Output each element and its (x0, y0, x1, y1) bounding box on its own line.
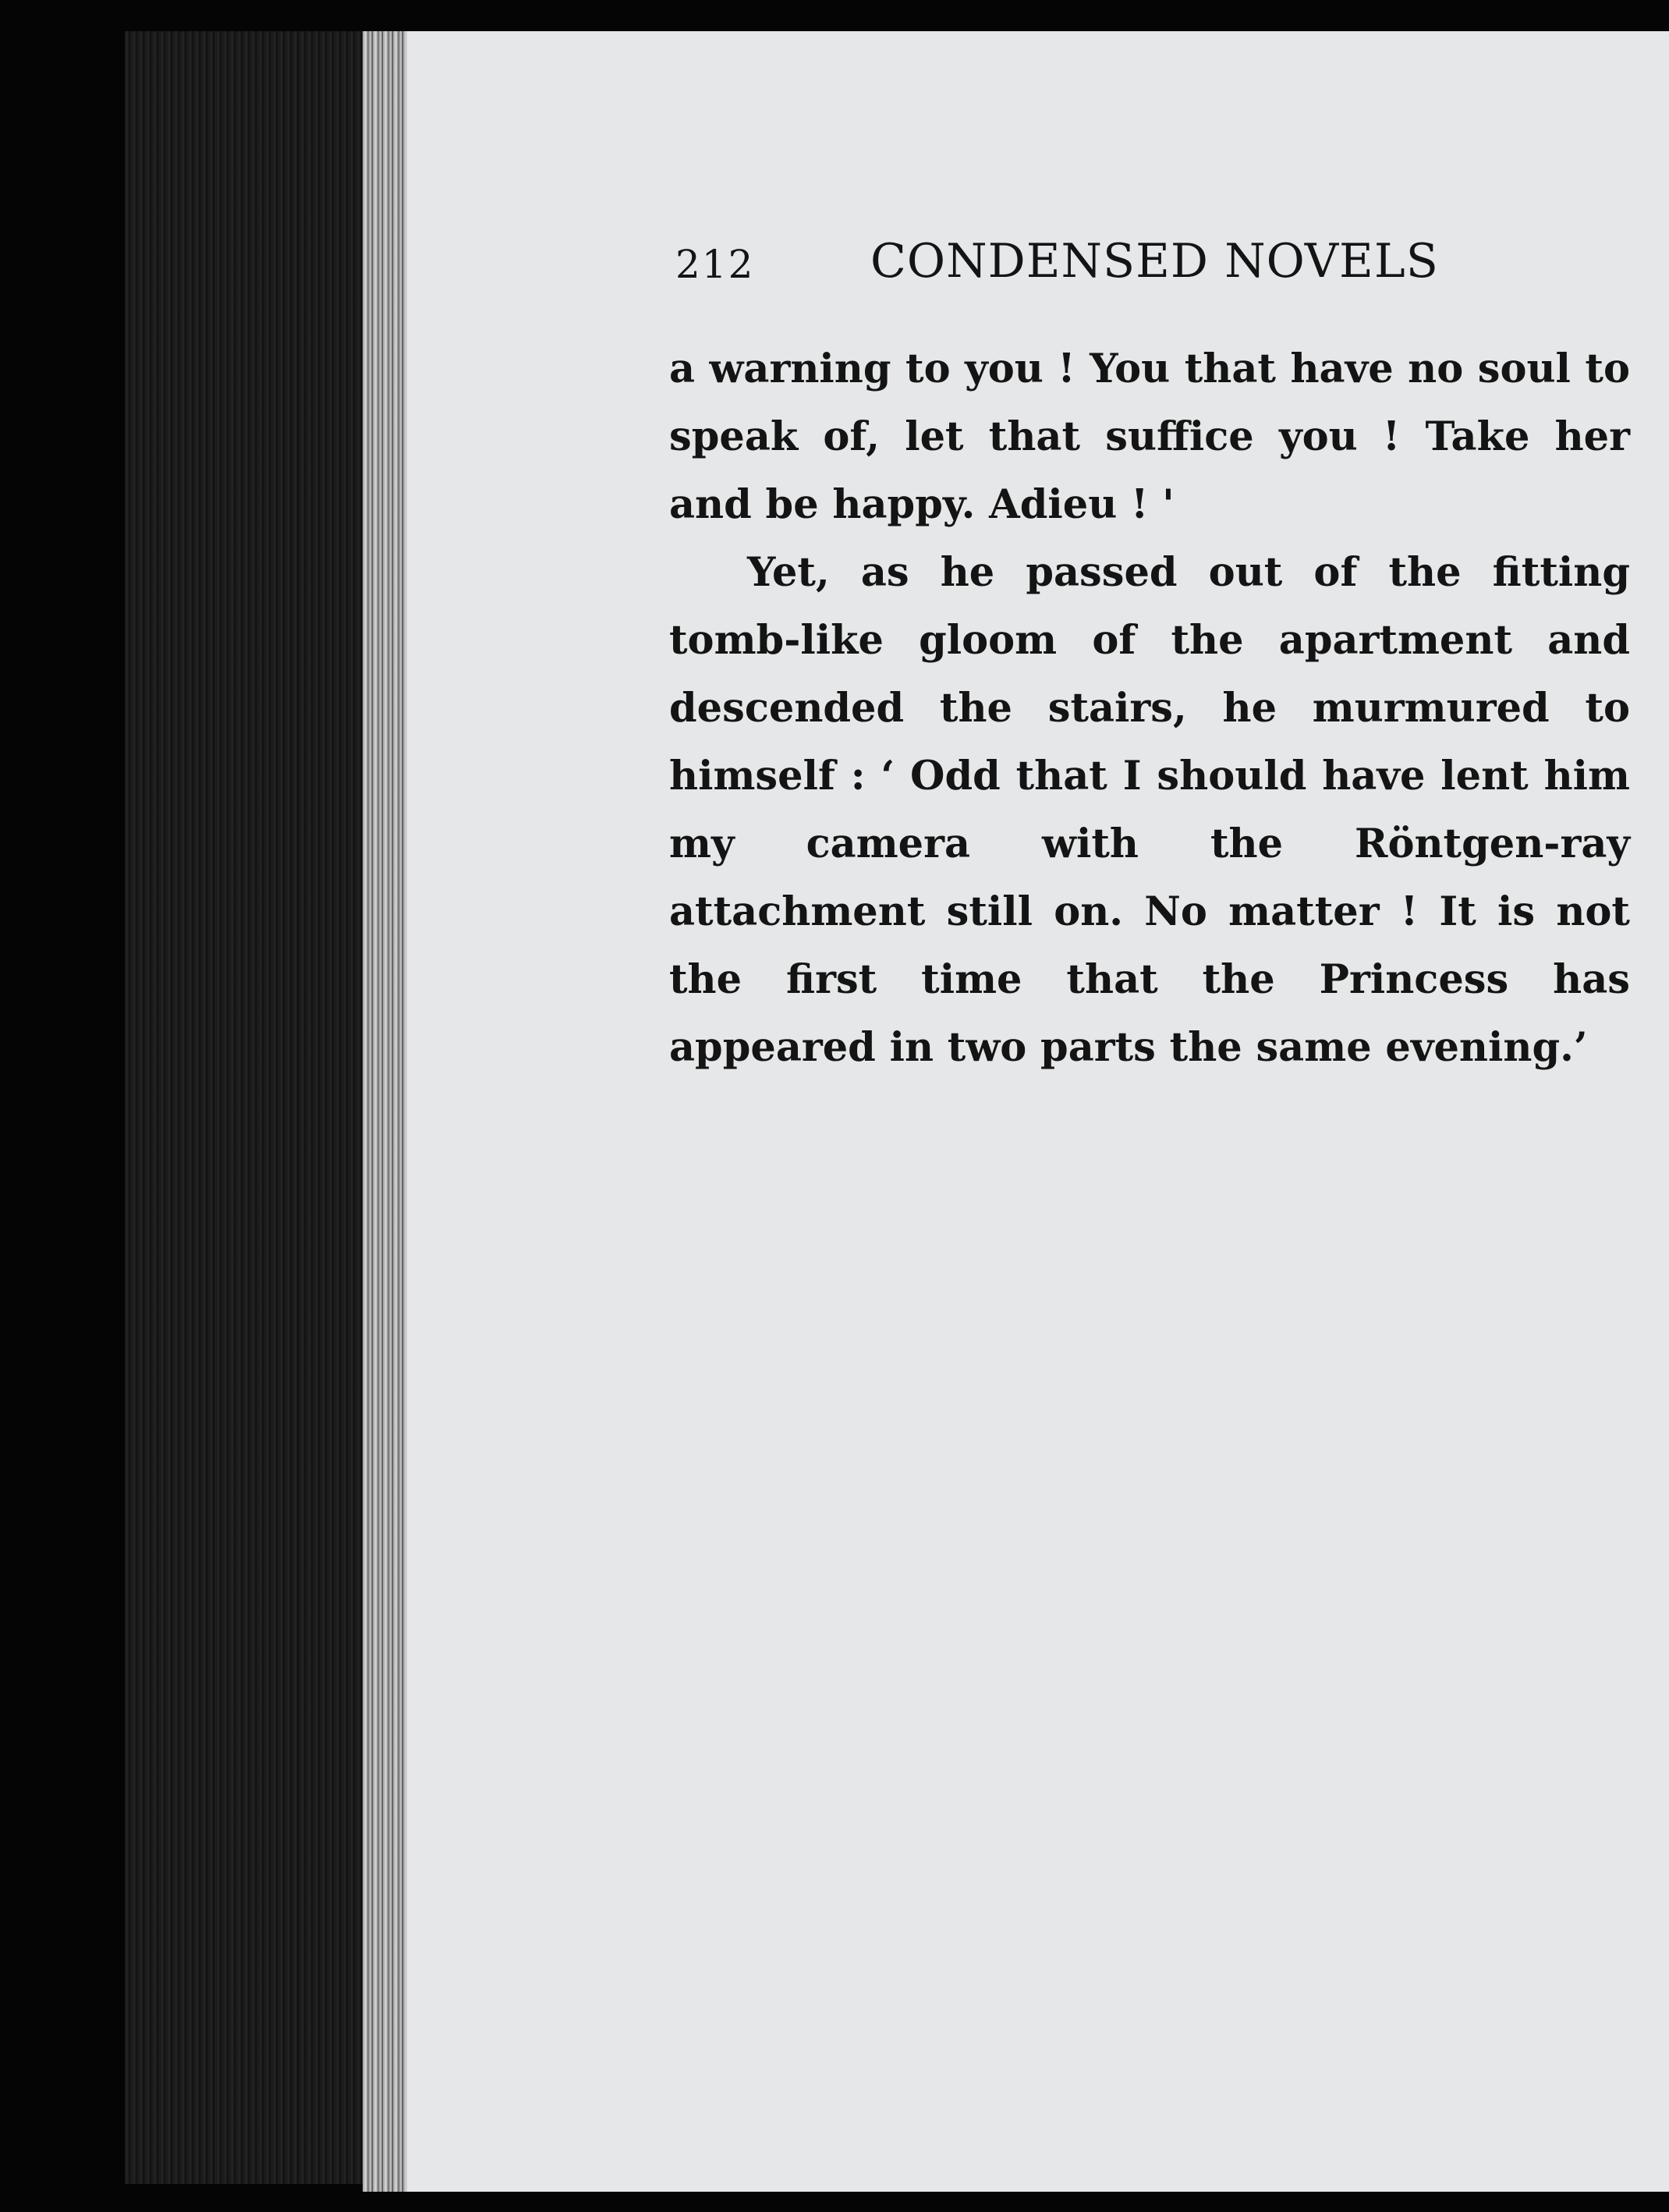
paragraph: Yet, as he passed out of the fitting tomb-like gloom of the apartment and descended the stairs, he murmured to himself : ‘ Odd that I should have lent him my camera with the Röntgen-ray attachment still on. No matter ! It is not the first time that the Princess has appeared in two parts the same evening.’ (669, 549, 1630, 1071)
page-edges (363, 31, 409, 2192)
body-text (669, 335, 1630, 1082)
running-head (675, 234, 1635, 304)
page-number: 212 (675, 242, 755, 287)
running-head-title: CONDENSED NOVELS (870, 234, 1439, 289)
paragraph: a warning to you ! You that have no soul to speak of, let that suffice you ! Take her and be happy. Adieu ! ' (669, 346, 1630, 528)
book-spine (125, 31, 374, 2184)
